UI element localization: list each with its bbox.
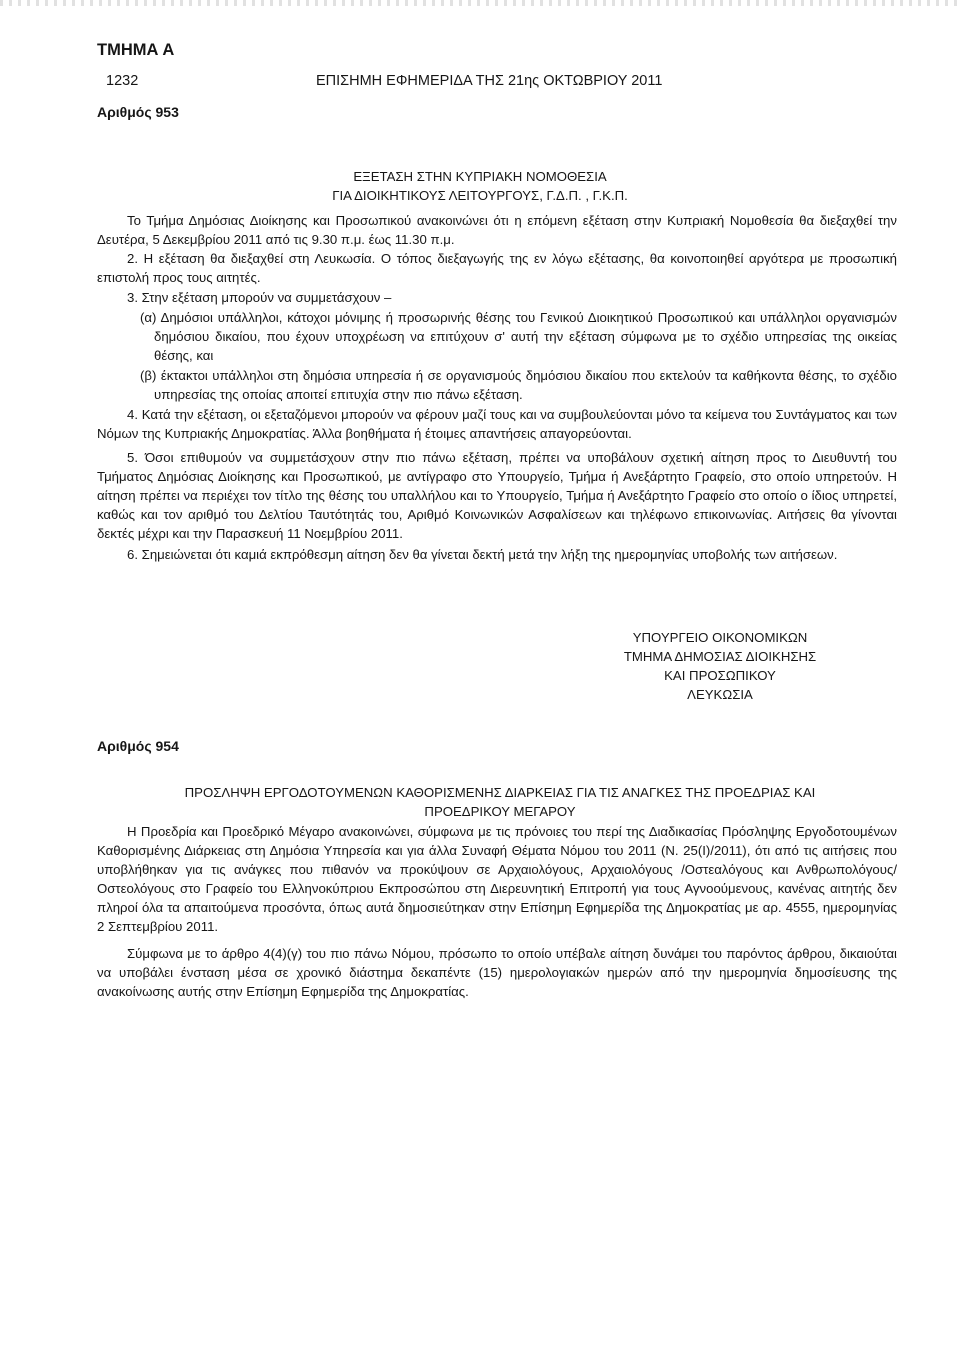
paragraph: Σύμφωνα με το άρθρο 4(4)(γ) του πιο πάνω Νόμου, πρόσωπο το οποίο υπέβαλε αίτηση δυνάμει του παρόντος άρθρου, δικαιούται να υποβάλει ένσταση μέσα σε χρονικό διάστημα δεκαπέντε (15) ημερολογιακών ημερών από την ημερομηνία δημοσίευσης της ανακοίνωσης αυτής στην Επίσημη Εφημερίδα της Δημοκρατίας. (97, 946, 897, 999)
signature-block (560, 628, 880, 704)
signature-line: ΛΕΥΚΩΣΙΑ (687, 687, 753, 702)
notice-title-line: ΠΡΟΣΛΗΨΗ ΕΡΓΟΔΟΤΟΥΜΕΝΩΝ ΚΑΘΟΡΙΣΜΕΝΗΣ ΔΙΑΡΚΕΙΑΣ ΓΙΑ ΤΙΣ ΑΝΑΓΚΕΣ ΤΗΣ ΠΡΟΕΔΡΙΑΣ ΚΑΙ (184, 785, 816, 800)
signature-line: ΥΠΟΥΡΓΕΙΟ ΟΙΚΟΝΟΜΙΚΩΝ (632, 630, 808, 645)
notice-title (120, 783, 880, 821)
scan-artifact (0, 0, 960, 6)
paragraph: Η Προεδρία και Προεδρικό Μέγαρο ανακοινώνει, σύμφωνα με τις πρόνοιες του περί της Διαδικασίας Πρόσληψης Εργοδοτουμένων Καθορισμένης Διάρκειας στη Δημόσια Υπηρεσία και για άλλα Συναφή Θέματα Νόμου του 2011 (Ν. 25(Ι)/2011), ότι από τις αιτήσεις που υποβλήθηκαν για τις ανάγκες που πιθανόν να προκύψουν σε Αρχαιολόγους, Αρχαιολόγους /Οστεαλόγους και Ανθρωπολόγους/Οστεολόγους στο Γραφείο του Ελληνοκύπριου Εκπροσώπου στη Διερευνητική Επιτροπή για τους Αγνοούμενους, κανένας αιτητής δεν πληροί όλα τα απαιτούμενα προσόντα, όπως αυτά δημοσιεύτηκαν στην Επίσημη Εφημερίδα της Δημοκρατίας με αρ. 4555, ημερομηνίας 2 Σεπτεμβρίου 2011. (97, 824, 897, 934)
paragraph: 6. Σημειώνεται ότι καμιά εκπρόθεσμη αίτηση δεν θα γίνεται δεκτή μετά την λήξη της ημερομηνίας υποβολής των αιτήσεων. (127, 547, 838, 562)
notice-title-line: ΕΞΕΤΑΣΗ ΣΤΗΝ ΚΥΠΡΙΑΚΗ ΝΟΜΟΘΕΣΙΑ (353, 169, 607, 184)
notice-number: Αριθμός 953 (97, 104, 179, 120)
notice-title (0, 167, 960, 205)
paragraph: Το Τμήμα Δημόσιας Διοίκησης και Προσωπικού ανακοινώνει ότι η επόμενη εξέταση στην Κυπριακή Νομοθεσία θα διεξαχθεί την Δευτέρα, 5 Δεκεμβρίου 2011 από τις 9.30 π.μ. έως 11.30 π.μ. (97, 213, 897, 247)
signature-line: ΚΑΙ ΠΡΟΣΩΠΙΚΟΥ (664, 668, 776, 683)
paragraph: 3. Στην εξέταση μπορούν να συμμετάσχουν – (127, 290, 392, 305)
paragraph: 2. Η εξέταση θα διεξαχθεί στη Λευκωσία. Ο τόπος διεξαγωγής της εν λόγω εξέτασης, θα κοινοποιηθεί αργότερα με προσωπική επιστολή προς τους αιτητές. (97, 251, 897, 285)
sub-item: (α) Δημόσιοι υπάλληλοι, κάτοχοι μόνιμης ή προσωρινής θέσης του Γενικού Διοικητικού Προσωπικού και υπάλληλοι οργανισμών δημόσιου δικαίου, που έχουν υποχρέωση να επιτύχουν σ' αυτή την εξέταση σύμφωνα με το σχέδιο υπηρεσίας της οικείας θέσης, και (140, 310, 897, 363)
paragraph: 5. Όσοι επιθυμούν να συμμετάσχουν στην πιο πάνω εξέταση, πρέπει να υποβάλουν σχετική αίτηση προς το Διευθυντή του Τμήματος Δημόσιας Διοίκησης και Προσωπικού, με αντίγραφο στο Υπουργείο, Τμήμα ή Ανεξάρτητο Γραφείο, στο οποίο υπηρετούν. Η αίτηση πρέπει να περιέχει τον τίτλο της θέσης του υπαλλήλου και το Υπουργείο, Τμήμα ή Ανεξάρτητο Γραφείο στο οποίο ο ίδιος υπηρετεί, καθώς και τον αριθμό του Δελτίου Ταυτότητάς του, Αριθμό Κοινωνικών Ασφαλίσεων και τηλέφωνο επικοινωνίας. Αιτήσεις θα γίνονται δεκτές μέχρι και την Παρασκευή 11 Νοεμβρίου 2011. (97, 450, 897, 541)
gazette-title: ΕΠΙΣΗΜΗ ΕΦΗΜΕΡΙΔΑ ΤΗΣ 21ης ΟΚΤΩΒΡΙΟΥ 2011 (316, 73, 663, 89)
notice-number: Αριθμός 954 (97, 738, 179, 754)
notice-title-line: ΓΙΑ ΔΙΟΙΚΗΤΙΚΟΥΣ ΛΕΙΤΟΥΡΓΟΥΣ, Γ.Δ.Π. , Γ.Κ.Π. (332, 188, 628, 203)
notice-title-line: ΠΡΟΕΔΡΙΚΟΥ ΜΕΓΑΡΟΥ (424, 804, 576, 819)
section-label: ΤΜΗΜΑ Α (97, 41, 175, 59)
notice-body (97, 822, 897, 1001)
sub-item: (β) έκτακτοι υπάλληλοι στη δημόσια υπηρεσία ή σε οργανισμούς δημόσιου δικαίου που εκτελούν τα καθήκοντα θέσης, το σχέδιο υπηρεσίας της οποίας αποιτεί επιτυχία στην πιο πάνω εξέταση. (140, 368, 897, 402)
notice-body (97, 211, 897, 564)
paragraph: 4. Κατά την εξέταση, οι εξεταζόμενοι μπορούν να φέρουν μαζί τους και να συμβουλεύονται μόνο τα κείμενα του Συντάγματος και των Νόμων της Κυπριακής Δημοκρατίας. Άλλα βοηθήματα ή έτοιμες απαντήσεις απαγορεύονται. (97, 407, 897, 441)
page-number: 1232 (106, 73, 139, 89)
signature-line: ΤΜΗΜΑ ΔΗΜΟΣΙΑΣ ΔΙΟΙΚΗΣΗΣ (623, 649, 817, 664)
